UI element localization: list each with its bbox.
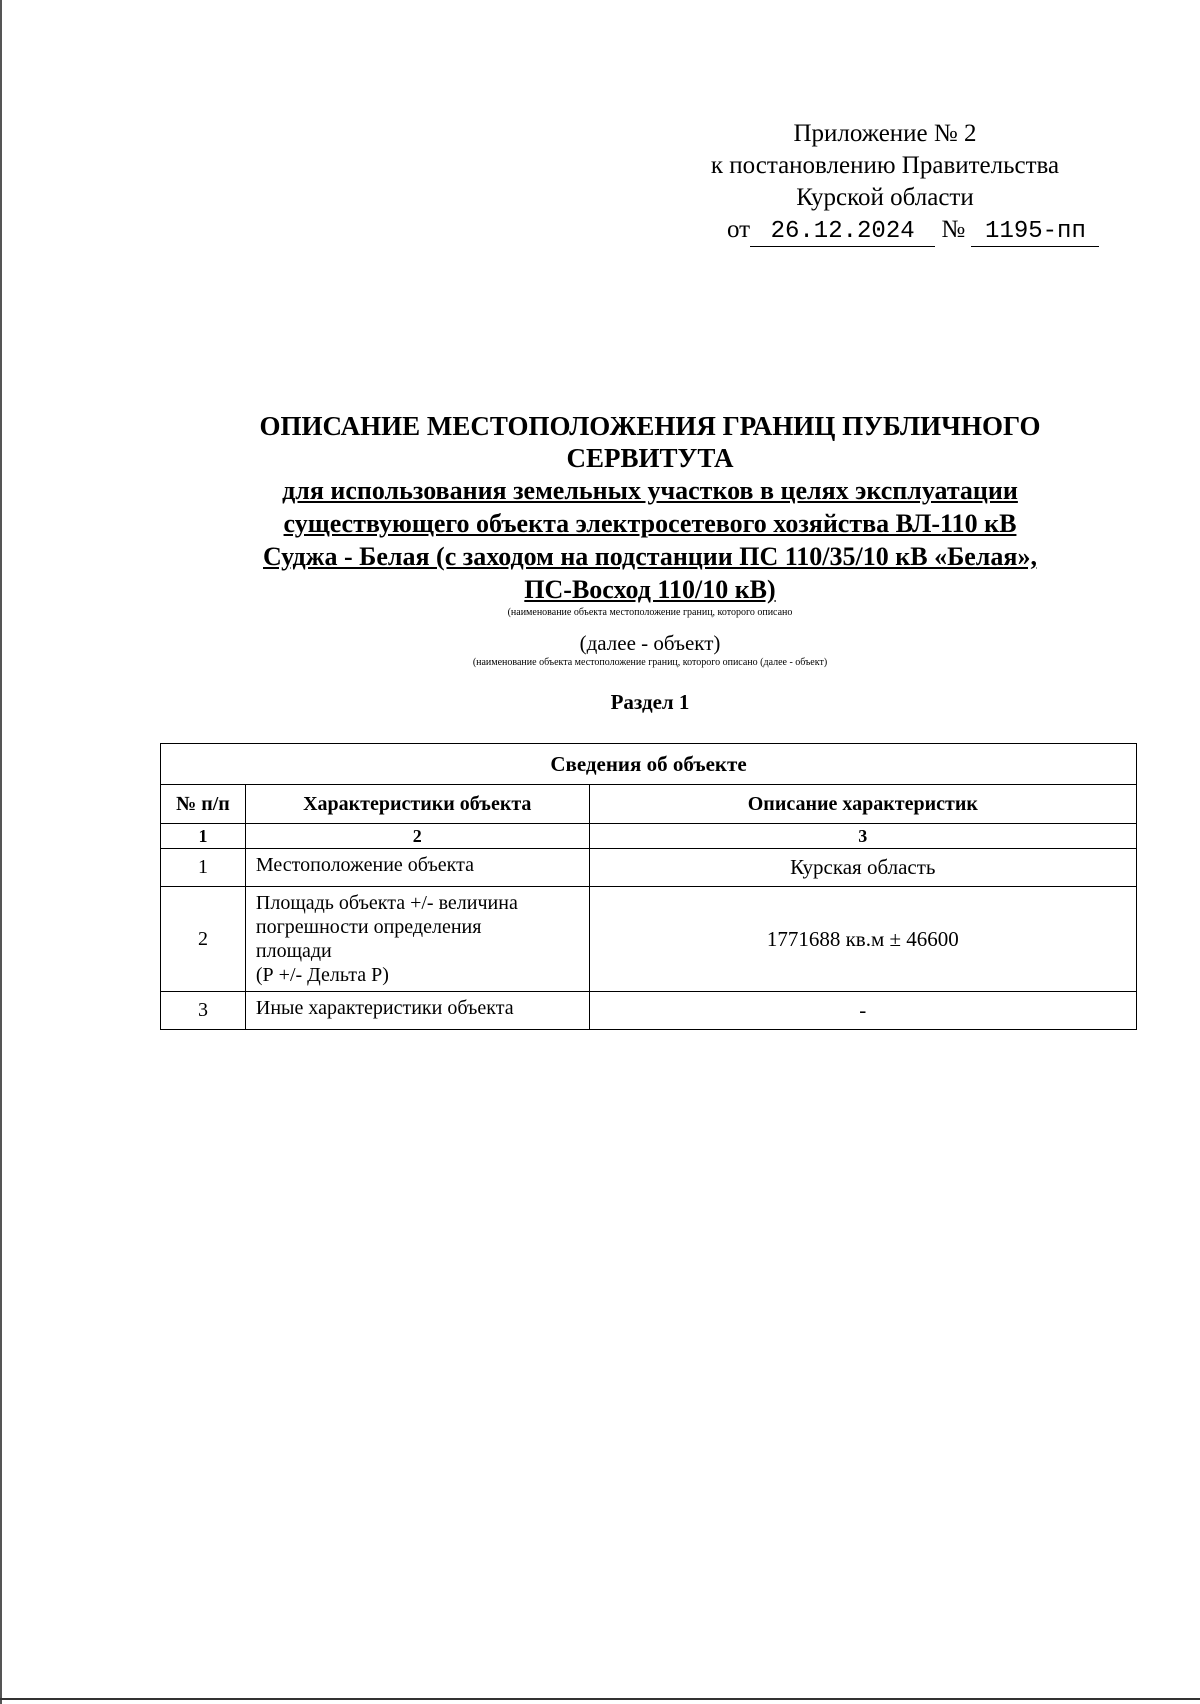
row-2-characteristic-line: погрешности определения — [255, 916, 482, 938]
row-3-description: - — [589, 992, 1136, 1030]
title-sub-line-1: для использования земельных участков в целях эксплуатации — [282, 476, 1018, 505]
title-sub-line-4: ПС-Восход 110/10 кВ) — [524, 575, 776, 604]
object-info-table — [160, 743, 1137, 1030]
table-row — [161, 849, 1137, 887]
page-edge-left — [0, 0, 2, 1704]
table-caption-row — [161, 744, 1137, 785]
title-sub-line-3: Суджа - Белая (с заходом на подстанции ПС 110/35/10 кВ «Белая», — [263, 542, 1037, 571]
document-title-block — [180, 410, 1120, 718]
row-3-characteristic — [245, 992, 589, 1030]
row-1-characteristic-line: Местоположение объекта — [255, 854, 474, 876]
row-1-description: Курская область — [589, 849, 1136, 887]
row-2-num: 2 — [161, 887, 246, 992]
row-2-characteristic-line: Площадь объекта +/- величина — [255, 892, 518, 914]
header-description: Описание характеристик — [589, 785, 1136, 824]
decree-number: 1195-пп — [971, 218, 1099, 247]
title-note-1: (наименование объекта местоположение границ, которого описано — [507, 607, 793, 618]
page-edge-bottom — [0, 1698, 1200, 1700]
title-dalee: (далее - объект) — [579, 631, 721, 655]
column-number-2: 2 — [245, 824, 589, 849]
column-number-3: 3 — [589, 824, 1136, 849]
row-2-characteristic-line: (Р +/- Дельта Р) — [255, 964, 389, 986]
decree-date: 26.12.2024 — [750, 218, 935, 247]
table-row — [161, 992, 1137, 1030]
header-num: № п/п — [161, 785, 246, 824]
table-row — [161, 887, 1137, 992]
appendix-line-3: Курской области — [796, 184, 974, 211]
section-title: Раздел 1 — [610, 690, 690, 714]
title-main-line-2: СЕРВИТУТА — [566, 443, 734, 473]
row-3-characteristic-line: Иные характеристики объекта — [255, 997, 514, 1019]
row-1-characteristic — [245, 849, 589, 887]
column-number-1: 1 — [161, 824, 246, 849]
table-header-row — [161, 785, 1137, 824]
row-2-characteristic — [245, 887, 589, 992]
row-1-num: 1 — [161, 849, 246, 887]
decree-number-sign: № — [941, 216, 966, 243]
table-caption: Сведения об объекте — [161, 744, 1137, 785]
appendix-line-2: к постановлению Правительства — [710, 152, 1060, 179]
title-sub-line-2: существующего объекта электросетевого хозяйства ВЛ-110 кВ — [283, 509, 1017, 538]
header-characteristics: Характеристики объекта — [245, 785, 589, 824]
appendix-header — [620, 118, 1150, 247]
appendix-line-1: Приложение № 2 — [793, 120, 977, 147]
title-note-2: (наименование объекта местоположение границ, которого описано (далее - объект) — [472, 657, 828, 668]
row-2-description: 1771688 кв.м ± 46600 — [589, 887, 1136, 992]
row-2-characteristic-line: площади — [255, 940, 332, 962]
decree-from-word: от — [727, 216, 751, 243]
table-column-numbers-row — [161, 824, 1137, 849]
decree-line — [620, 214, 1150, 247]
title-main-line-1: ОПИСАНИЕ МЕСТОПОЛОЖЕНИЯ ГРАНИЦ ПУБЛИЧНОГО — [259, 411, 1041, 441]
row-3-num: 3 — [161, 992, 246, 1030]
